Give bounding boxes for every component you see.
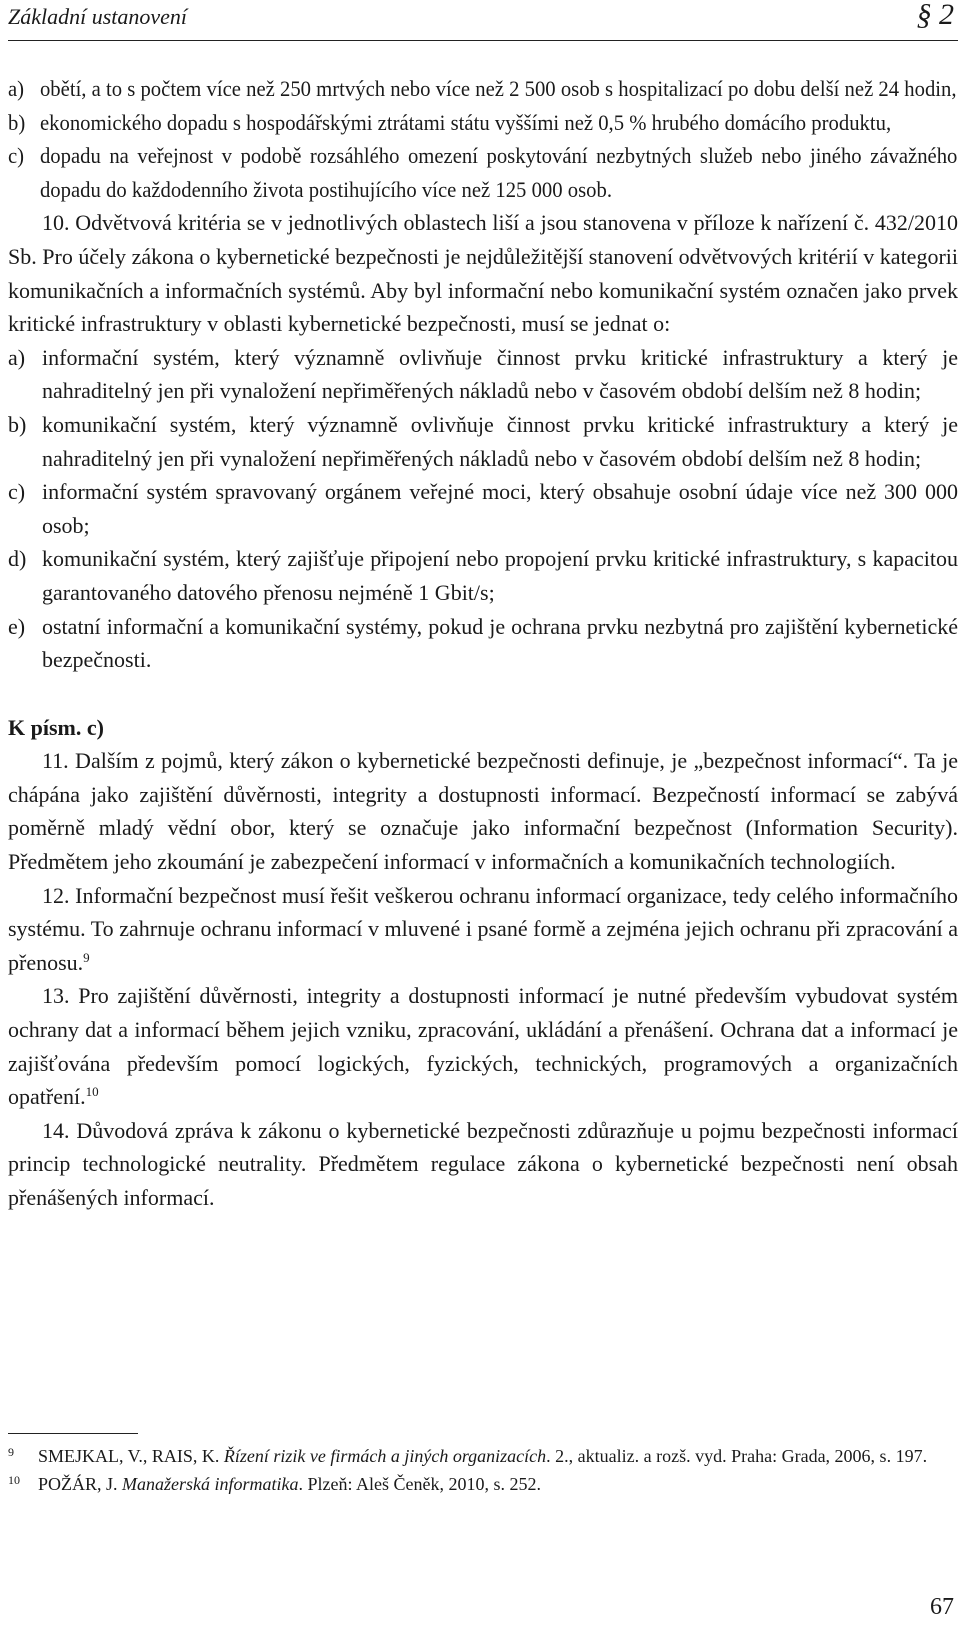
list-item: d) komunikační systém, který zajišťuje připojení nebo propojení prvku kritické infrastruktury, s kapacitou garantovaného datového přenosu nejméně 1 Gbit/s;: [8, 546, 958, 605]
section-heading: K písm. c): [8, 714, 104, 740]
list-item: c) dopadu na veřejnost v podobě rozsáhlého omezení poskytování nezbytných služeb nebo jiného závažného dopadu do každodenního života postihujícího více než 125 000 osob.: [8, 143, 958, 202]
page-number: 67: [930, 1594, 954, 1620]
footnote-number: 10: [8, 1473, 20, 1487]
paragraph-11: 11. Dalším z pojmů, který zákon o kybernetické bezpečnosti definuje, je „bezpečnost informací“. Ta je chápána jako zajištění důvěrnosti, integrity a dostupnosti informací. Bezpečností informací se zabývá poměrně mladý vědní obor, který se označuje jako informační bezpečnost (Information Security). Předmětem jeho zkoumání je zabezpečení informací v informačních a komunikačních technologiích.: [8, 748, 958, 875]
list-item: a) informační systém, který významně ovlivňuje činnost prvku kritické infrastruktury a který je nahraditelný jen při vynaložení nepřiměřených nákladů nebo v časovém období delším než 8 hodin;: [8, 344, 958, 404]
footnotes: [8, 1442, 958, 1498]
footnote: 10 POŽÁR, J. Manažerská informatika. Plzeň: Aleš Čeněk, 2010, s. 252.: [8, 1470, 958, 1498]
footnote-number: 9: [8, 1445, 14, 1459]
main-text: [8, 72, 958, 1215]
chapter-title: Základní ustanovení: [8, 4, 188, 29]
paragraph-14: 14. Důvodová zpráva k zákonu o kybernetické bezpečnosti zdůrazňuje u pojmu bezpečnosti informací princip technologické neutrality. Předmětem regulace zákona o kybernetické bezpečnosti není obsah přenášených informací.: [8, 1117, 958, 1210]
paragraph-10: 10. Odvětvová kritéria se v jednotlivých oblastech liší a jsou stanovena v příloze k nařízení č. 432/2010 Sb. Pro účely zákona o kybernetické bezpečnosti je nejdůležitější stanovení odvětvových kritérií v kategorii komunikačních a informačních systémů. Aby byl informační nebo komunikační systém označen jako prvek kritické infrastruktury v oblasti kybernetické bezpečnosti, musí se jednat o:: [8, 210, 958, 337]
list-item: b) ekonomického dopadu s hospodářskými ztrátami státu vyššími než 0,5 % hrubého domácího produktu,: [8, 109, 892, 135]
criteria-list-2: [8, 341, 958, 677]
footnote-ref[interactable]: 10: [85, 1084, 99, 1100]
document-page: [8, 0, 958, 1642]
running-header: [8, 0, 958, 41]
list-item: b) komunikační systém, který významně ovlivňuje činnost prvku kritické infrastruktury a který je nahraditelný jen při vynaložení nepřiměřených nákladů nebo v časovém období delším než 8 hodin;: [8, 411, 958, 471]
book-title: Řízení rizik ve firmách a jiných organizacích: [223, 1446, 547, 1466]
footnote-divider: [8, 1433, 138, 1434]
footnote-ref[interactable]: 9: [83, 949, 90, 965]
section-mark: § 2: [916, 0, 954, 31]
paragraph-13: 13. Pro zajištění důvěrnosti, integrity a dostupnosti informací je nutné především vybudovat systém ochrany dat a informací během jejich vzniku, zpracování, ukládání a přenášení. Ochrana dat a informací je zajišťována především pomocí logických, fyzických, technických, programových a organizačních opatření.$^{10}$: [8, 983, 958, 1110]
footnote: 9 SMEJKAL, V., RAIS, K. Řízení rizik ve firmách a jiných organizacích. 2., aktualiz. a rozš. vyd. Praha: Grada, 2006, s. 197.: [8, 1442, 958, 1470]
book-title: Manažerská informatika: [122, 1474, 299, 1494]
criteria-list-1: [8, 72, 957, 206]
paragraph-12: 12. Informační bezpečnost musí řešit veškerou ochranu informací organizace, tedy celého informačního systému. To zahrnuje ochranu informací v mluvené i psané formě a zejména jejich ochranu při zpracování a přenosu.$^9$: [8, 882, 958, 975]
list-item: c) informační systém spravovaný orgánem veřejné moci, který obsahuje osobní údaje více než 300 000 osob;: [8, 479, 958, 538]
list-item: e) ostatní informační a komunikační systémy, pokud je ochrana prvku nezbytná pro zajištění kybernetické bezpečnosti.: [8, 613, 958, 673]
list-item: a) obětí, a to s počtem více než 250 mrtvých nebo více než 2 500 osob s hospitalizací po dobu delší než 24 hodin,: [8, 76, 957, 101]
